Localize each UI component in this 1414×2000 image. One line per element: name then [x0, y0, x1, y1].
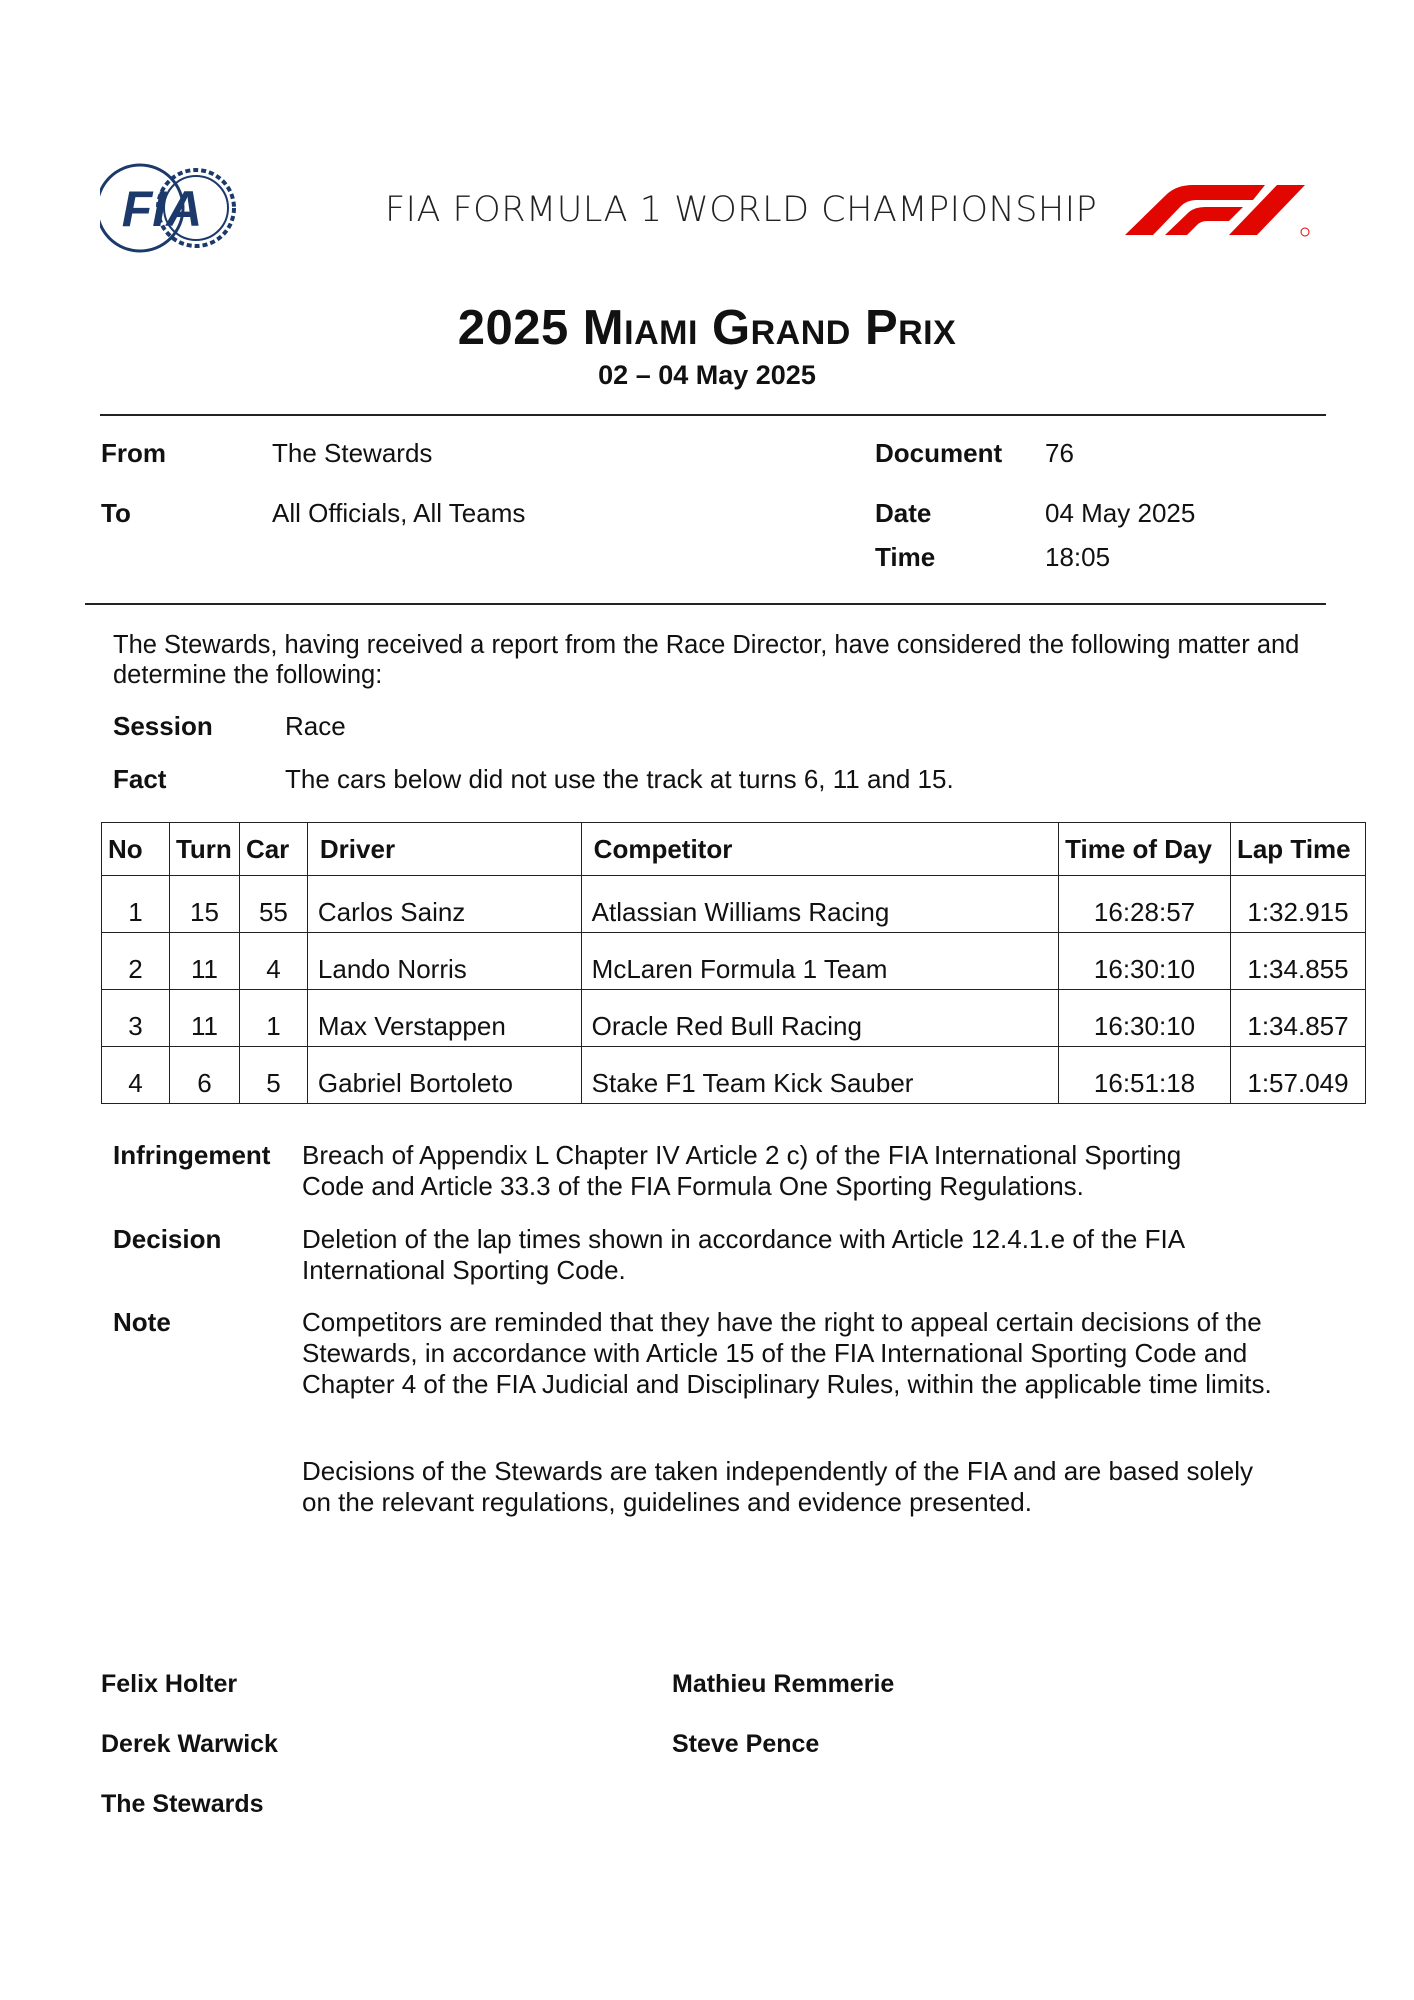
to-label: To: [101, 498, 131, 528]
cell-driver: Max Verstappen: [307, 990, 581, 1047]
infringement-line: Breach of Appendix L Chapter IV Article 2 c) of the FIA International Sporting: [302, 1140, 1182, 1170]
table-row: [102, 1047, 1366, 1104]
cell-lap-time: 1:32.915: [1230, 876, 1365, 933]
cell-competitor: Stake F1 Team Kick Sauber: [581, 1047, 1058, 1104]
signature-felix-holter: Felix Holter: [101, 1670, 238, 1698]
header-driver: Driver: [307, 823, 581, 876]
cell-turn: 11: [169, 990, 239, 1047]
header-time-of-day: Time of Day: [1059, 823, 1231, 876]
note-text: [302, 1307, 1382, 1400]
header-car: Car: [239, 823, 307, 876]
fact-label: Fact: [113, 764, 167, 794]
cell-no: 4: [102, 1047, 170, 1104]
event-dates: 02 – 04 May 2025: [598, 360, 816, 390]
cell-driver: Gabriel Bortoleto: [307, 1047, 581, 1104]
session-label: Session: [113, 711, 213, 741]
decision-line: Deletion of the lap times shown in accordance with Article 12.4.1.e of the FIA: [302, 1224, 1186, 1254]
note-line: Decisions of the Stewards are taken independently of the FIA and are based solely: [302, 1456, 1254, 1486]
to-value: All Officials, All Teams: [272, 498, 526, 528]
cell-car: 5: [239, 1047, 307, 1104]
intro-paragraph: The Stewards, having received a report from the Race Director, have considered the following matter and determine the following:: [113, 631, 1300, 689]
from-value: The Stewards: [272, 438, 433, 468]
infringement-line: Code and Article 33.3 of the FIA Formula One Sporting Regulations.: [302, 1171, 1084, 1201]
note-label: Note: [113, 1307, 171, 1337]
cell-time-of-day: 16:51:18: [1059, 1047, 1231, 1104]
signature-derek-warwick: Derek Warwick: [101, 1730, 278, 1758]
session-value: Race: [285, 711, 346, 741]
table-row: [102, 933, 1366, 990]
note-line: Chapter 4 of the FIA Judicial and Disciplinary Rules, within the applicable time limits.: [302, 1369, 1272, 1399]
cell-no: 2: [102, 933, 170, 990]
note-line: on the relevant regulations, guidelines and evidence presented.: [302, 1487, 1032, 1517]
cell-no: 3: [102, 990, 170, 1047]
header-lap-time: Lap Time: [1230, 823, 1365, 876]
note-line: Competitors are reminded that they have the right to appeal certain decisions of the: [302, 1307, 1262, 1337]
cell-time-of-day: 16:30:10: [1059, 933, 1231, 990]
decision-label: Decision: [113, 1224, 222, 1254]
cell-turn: 15: [169, 876, 239, 933]
table-row: [102, 990, 1366, 1047]
document-title: 2025 Miami Grand Prix: [457, 301, 957, 355]
cell-car: 4: [239, 933, 307, 990]
signature-the-stewards: The Stewards: [101, 1790, 264, 1818]
table-header-row: [102, 823, 1366, 876]
header-divider: [100, 414, 1326, 416]
meta-divider: [85, 603, 1326, 605]
note-line: Stewards, in accordance with Article 15 of the FIA International Sporting Code and: [302, 1338, 1248, 1368]
cell-car: 55: [239, 876, 307, 933]
cell-lap-time: 1:34.857: [1230, 990, 1365, 1047]
infringement-label: Infringement: [113, 1140, 271, 1170]
date-value: 04 May 2025: [1045, 498, 1196, 528]
decision-text: [302, 1224, 1362, 1286]
infringement-table: [101, 822, 1366, 1104]
cell-turn: 6: [169, 1047, 239, 1104]
table-row: [102, 876, 1366, 933]
date-label: Date: [875, 498, 932, 528]
cell-competitor: Atlassian Williams Racing: [581, 876, 1058, 933]
fia-logo: [100, 160, 236, 256]
cell-time-of-day: 16:28:57: [1059, 876, 1231, 933]
cell-lap-time: 1:34.855: [1230, 933, 1365, 990]
decision-line: International Sporting Code.: [302, 1255, 626, 1285]
header-competitor: Competitor: [581, 823, 1058, 876]
fia-logo-text: FIA: [121, 181, 203, 237]
cell-no: 1: [102, 876, 170, 933]
f1-logo: [1115, 180, 1315, 240]
cell-car: 1: [239, 990, 307, 1047]
cell-competitor: McLaren Formula 1 Team: [581, 933, 1058, 990]
championship-title: FIA FORMULA 1 WORLD CHAMPIONSHIP: [385, 190, 1098, 230]
time-value: 18:05: [1045, 542, 1111, 572]
cell-driver: Lando Norris: [307, 933, 581, 990]
fact-value: The cars below did not use the track at turns 6, 11 and 15.: [285, 764, 954, 794]
from-label: From: [101, 438, 166, 468]
document-value: 76: [1045, 438, 1074, 468]
time-label: Time: [875, 542, 936, 572]
signature-mathieu-remmerie: Mathieu Remmerie: [672, 1670, 895, 1698]
cell-lap-time: 1:57.049: [1230, 1047, 1365, 1104]
cell-turn: 11: [169, 933, 239, 990]
infringement-text: [302, 1140, 1362, 1202]
cell-time-of-day: 16:30:10: [1059, 990, 1231, 1047]
document-label: Document: [875, 438, 1003, 468]
header-turn: Turn: [169, 823, 239, 876]
note-independence-text: [302, 1456, 1382, 1518]
header-no: No: [102, 823, 170, 876]
cell-driver: Carlos Sainz: [307, 876, 581, 933]
signature-steve-pence: Steve Pence: [672, 1730, 820, 1758]
cell-competitor: Oracle Red Bull Racing: [581, 990, 1058, 1047]
